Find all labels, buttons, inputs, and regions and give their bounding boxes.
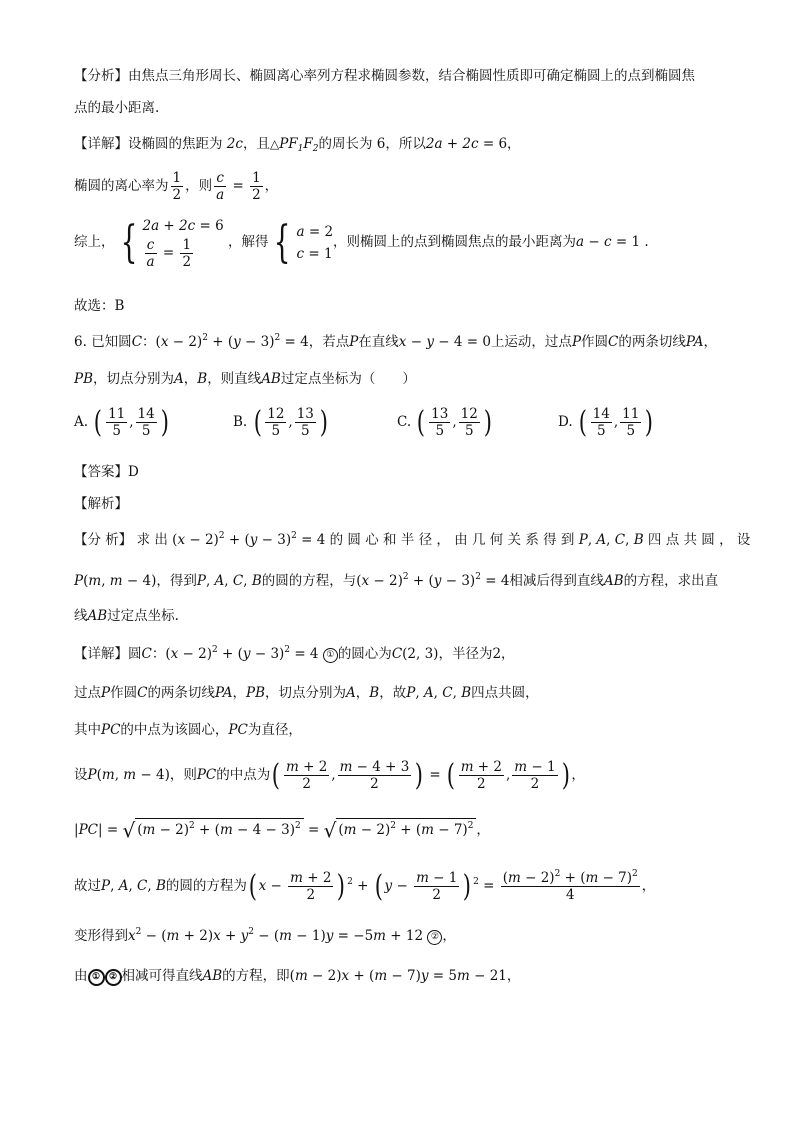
detail-2-line-2: 过点P作圆C的两条切线PA，PB，切点分别为A，B，故P, A, C, B四点共圆， [74,685,539,701]
analysis-paragraph-1-cont [74,99,159,117]
detail-text: ，半径为 [438,646,493,662]
choice-line [74,297,124,315]
question-text: 过定点坐标为（ ） [280,371,416,387]
option-den: 5 [112,423,121,439]
detail-2-line-4: 设P(m, m − 4)，则PC的中点为( $\frac{m + 2}{2}$ , $\frac{m - 4 + 3}{2}$ ) = ( $\frac{m + 2}{2}$ , $\frac{m - 1}{2}$ ) ， [74,757,585,793]
detail-2-line-6: 故过P, A, C, B的圆的方程为( x − $\frac{m + 2}{2}$ ) $^2$ + ( y − $\frac{m - 1}{2}$ ) $^2$ = $\frac{(m - 2)^2 + (m - 7)^2}{4}$ ， [74,868,656,904]
analysis-text: 线 [74,608,88,624]
option-den: 5 [596,423,606,439]
option-num: 13 [431,406,449,422]
detail-text: ，且 [242,136,270,152]
option-den: 5 [626,423,636,439]
analysis-2-line-3: 线AB过定点坐标. [74,608,179,624]
question-number: 6. [74,334,87,350]
option-num: 12 [267,406,285,422]
option-b: B. ( $\frac{12}{5}$ , $\frac{13}{5}$ ) [233,404,328,440]
detail-2-line-7: 变形得到$x^2 - (m + 2)x + y^2 - (m - 1)y = -5m + 12$ ② ， [74,927,456,944]
detail-text: 过点 [74,685,101,701]
detail-text: 作圆 [110,685,138,701]
option-a: A. ( $\frac{11}{5}$ , $\frac{14}{5}$ ) [74,404,169,440]
option-num: 12 [460,406,478,422]
detail-text: 变形得到 [74,928,128,944]
option-num: 11 [108,406,126,422]
choice-text: 故选：B [74,298,125,314]
option-den: 5 [141,423,151,439]
option-num: 11 [622,406,640,422]
question-text: 上运动，过点 [490,334,572,350]
analysis-text: 的圆的方程，与 [261,573,357,589]
detail-text: ，解得 [227,234,269,250]
detail-text: 的中点为该圆心， [120,722,229,738]
detail-text: 的中点为 [216,767,271,783]
question-text: ，若点 [308,334,350,350]
detail-text: 圆 [128,646,142,662]
detail-tag: 【详解】 [74,136,128,152]
option-label: B. [233,414,248,430]
question-text: ，则直线 [207,371,262,387]
detail-text: ，故 [379,685,407,701]
analysis-text: ，得到 [156,573,197,589]
detail-text: 椭圆的离心率为 [74,178,169,194]
analysis-text: 过定点坐标. [107,608,179,624]
answer-line [74,463,139,481]
detail-text: 的两条切线 [147,685,215,701]
question-6-line-2: PB，切点分别为A，B，则直线AB过定点坐标为（ ） [74,371,416,387]
circled-mark: ① [88,969,105,986]
circled-mark: ② [105,969,122,986]
analysis-text: 四 点 共 圆 ， 设 [647,532,751,548]
detail-text: 综上， [74,234,115,250]
detail-text: 其中 [74,722,101,738]
detail-2-line-8: 由 ① ② 相减可得直线AB的方程，即(m − 2)x + (m − 7)y = 5m − 21， [74,968,521,984]
detail-text: ，则 [169,767,197,783]
analysis-paragraph-1 [74,67,695,85]
detail-text: 故过 [74,878,101,894]
detail-2-line-1: 【详解】圆C：$(x - 2)^2 + (y - 3)^2 = 4$ ① 的圆心为C(2, 3)，半径为2， [74,645,515,662]
detail-text: 为直径， [247,722,302,738]
option-den: 5 [464,423,474,439]
option-den: 5 [435,423,445,439]
detail-text: 设椭圆的焦距为 [128,136,223,152]
option-num: 14 [137,406,155,422]
question-text: 在直线 [358,334,399,350]
detail-line-3: 综上， { 2a + 2c = 6 $\frac{c}{a}$ = $\frac{1}{2}$ ，解得 { a = 2 c = 1 ，则椭圆上的点到椭圆焦点的最小距离为a − c = 1 . [74,216,649,270]
analysis-tag: 【分析】 [74,68,128,84]
circled-mark: ① [323,648,338,663]
detail-text: ，则 [185,178,213,194]
detail-text: ，则椭圆上的点到椭圆焦点的最小距离为 [333,234,577,250]
question-text: 已知圆 [91,334,132,350]
detail-text: 的方程，即 [222,968,290,984]
analysis-text-cont: 点的最小距离. [74,100,160,116]
detail-text: 的周长为 [318,136,373,152]
detail-text: 的圆心为 [337,646,392,662]
detail-line-2: 椭圆的离心率为 $\frac{1}{2}$ ，则 $\frac{c}{a}$ = $\frac{1}{2}$ ， [74,170,279,203]
analysis-text: 的 圆 心 和 半 径 ， 由 几 何 关 系 得 到 [329,532,575,548]
option-label: D. [558,414,573,430]
detail-text: 相减可得直线 [121,968,203,984]
question-6-line-1: 6. 已知圆C：$(x - 2)^2 + (y - 3)^2 = 4$，若点P在直线x − y − 4 = 0上运动，过点P作圆C的两条切线PA， [74,333,717,350]
analysis-text: 求 出 [136,532,168,548]
option-c: C. ( $\frac{13}{5}$ , $\frac{12}{5}$ ) [397,404,492,440]
detail-text: 四点共圆， [471,685,539,701]
detail-2-line-5: |PC| = √ $(m - 2)^2 + (m - 4 - 3)^2$ = √ $(m - 2)^2 + (m - 7)^2$ ， [74,818,490,843]
option-num: 14 [592,406,610,422]
detail-tag: 【详解】 [74,646,128,662]
detail-text: ，所以 [385,136,426,152]
detail-text: 设 [74,767,88,783]
option-label: C. [397,414,412,430]
option-den: 5 [271,423,281,439]
answer-value: D [128,464,139,480]
option-den: 5 [301,423,310,439]
detail-line-1: 【详解】设椭圆的焦距为 2c，且$\triangle PF_1F_2$的周长为 6，所以2a + 2c = 6， [74,136,521,154]
detail-text: 的圆的方程为 [165,878,247,894]
answer-tag: 【答案】 [74,464,128,480]
analysis-2-line-1: 【分 析】 求 出 $(x - 2)^2 + (y - 3)^2 = 4$ 的 圆 心 和 半 径 ， 由 几 何 关 系 得 到 P, A, C, B 四 点 共 圆 ， 设 [74,531,751,548]
jiexi-line [74,495,128,513]
jiexi-tag: 【解析】 [74,496,128,512]
analysis-tag: 【分 析】 [74,532,133,548]
question-text: 的两条切线 [618,334,686,350]
analysis-text: 由焦点三角形周长、椭圆离心率列方程求椭圆参数，结合椭圆性质即可确定椭圆上的点到椭圆焦 [128,68,695,84]
question-text: 作圆 [581,334,609,350]
option-d: D. ( $\frac{14}{5}$ , $\frac{11}{5}$ ) [558,404,654,440]
analysis-2-line-2: P(m, m − 4)，得到P, A, C, B的圆的方程，与$(x - 2)^2 + (y - 3)^2 = 4$相减后得到直线AB的方程，求出直 [74,572,719,589]
option-num: 13 [296,406,314,422]
option-label: A. [74,414,89,430]
analysis-text: 相减后得到直线 [509,573,604,589]
detail-text: 由 [74,968,88,984]
detail-text: ，切点分别为 [265,685,347,701]
analysis-text: 的方程，求出直 [623,573,719,589]
detail-2-line-3: 其中PC的中点为该圆心，PC为直径， [74,722,302,738]
circled-mark: ② [427,930,442,945]
question-text: ，切点分别为 [93,371,175,387]
